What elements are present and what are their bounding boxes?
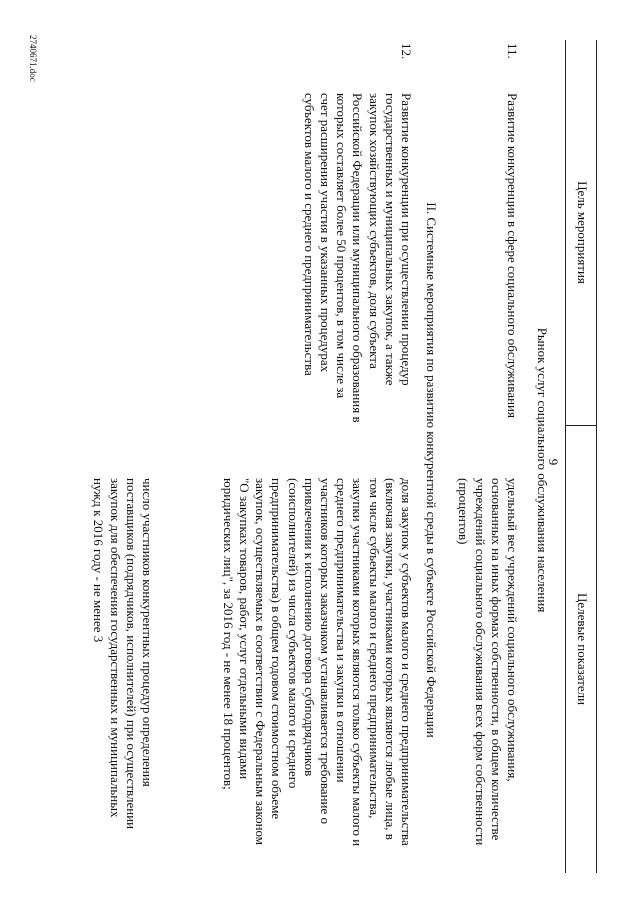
row-number: 11. bbox=[505, 43, 520, 59]
row-target-secondary: число участников конкурентных процедур определения поставщиков (подрядчиков, исполнителей) при осуществлении закупок для обеспечения государственных и муниципальных нужд к 2016 году - не менее 3 bbox=[91, 478, 155, 830]
table-top-border bbox=[596, 40, 597, 873]
header-goal: Цель мероприятия bbox=[575, 181, 590, 284]
section-heading-systemic: II. Системные мероприятия по развитию конкурентной среды в субъекте Российской Федерации bbox=[424, 202, 439, 738]
row-target: удельный вес учреждений социального обслуживания, основанных на иных формах собственности, в общем количестве учреждений социального обслуживания всех форм собственности (процентов) bbox=[456, 478, 520, 846]
section-heading-social-market: Рынок услуг социального обслуживания населения bbox=[535, 327, 550, 613]
page-number: 9 bbox=[546, 458, 561, 466]
row-number: 12. bbox=[399, 43, 414, 60]
header-targets: Целевые показатели bbox=[575, 592, 590, 706]
row-target: доля закупок у субъектов малого и среднего предпринимательства (включая закупки, участниками которых являются любые лица, в том числе субъекты малого и среднего предпринимательства, закупки участниками которых являются только субъекты малого и среднего предпринимательства и закупки в отношении участников которых заказчиком устанавливается требование о привлечении к исполнению договора субподрядчиков (соисполнителей) из числа субъектов малого и среднего предпринимательства) в общем годовом стоимостном объеме закупок, осуществляемых в соответствии с Федеральным законом "О закупках товаров, работ, услуг отдельными видами юридических лиц", за 2016 год - не менее 18 процентов; bbox=[220, 478, 414, 847]
header-bottom-border bbox=[565, 40, 566, 873]
row-goal: Развитие конкуренции при осуществлении процедур государственных и муниципальных закупок, а также закупок хозяйствующих субъектов, доля субъекта Российской Федерации или муниципального образования в которых составляет более 50 процентов, в том числе за счет расширения участия в указанных процедурах субъектов малого и среднего предпринимательства bbox=[301, 93, 414, 423]
row-goal: Развитие конкуренции в сфере социального обслуживания bbox=[505, 93, 520, 418]
footer-document-code: 2740671.doc bbox=[28, 35, 38, 82]
